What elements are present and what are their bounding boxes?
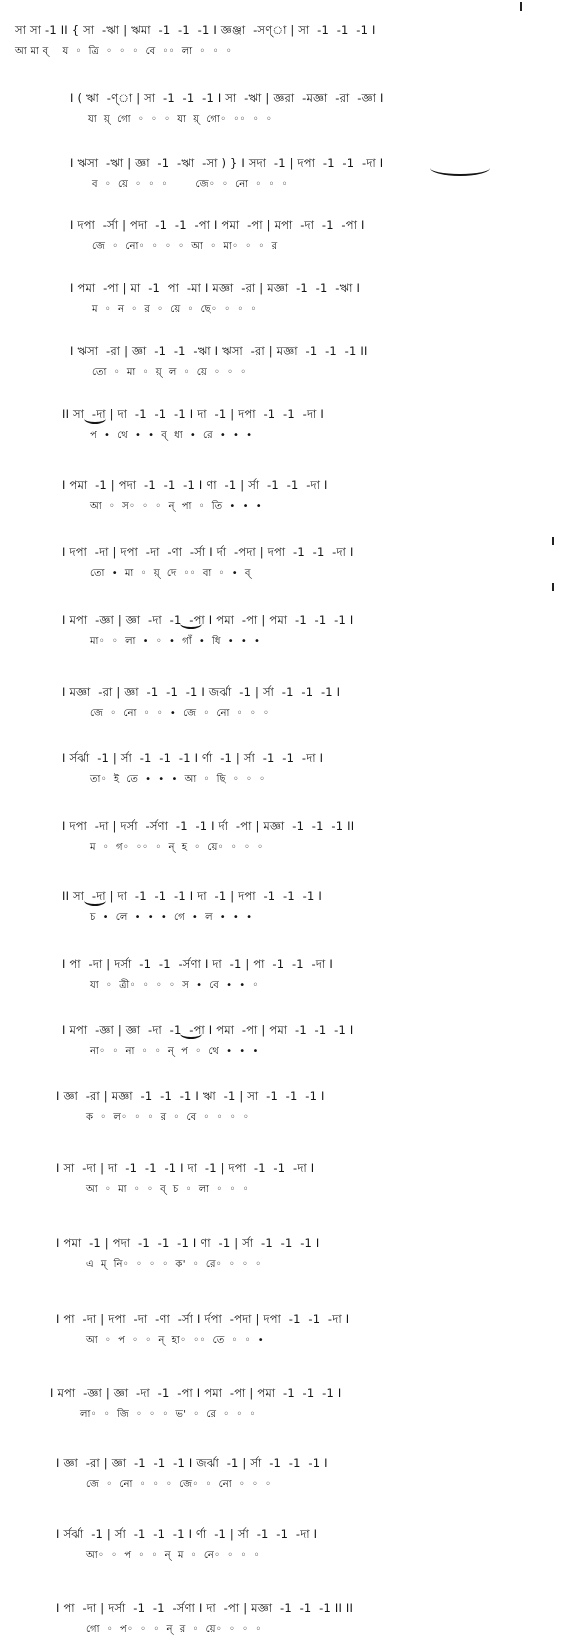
lyric-line: চ • লে • • • গে • ল • • • <box>90 912 253 923</box>
swara-line: সা সা -1 II { সা -ঋা | ঋমা -1 -1 -1 I জ্ঞঞ্জা -সণ্‌া | সা -1 -1 -1 I <box>15 23 376 37</box>
margin-tick-mark <box>552 537 554 545</box>
swara-line: I পা -দা | দর্সা -1 -1 -র্সণা I দা -পা | মজ্ঞা -1 -1 -1 II II <box>56 1601 354 1615</box>
margin-tick-mark <box>552 583 554 591</box>
lyric-line: জে ◦ নো ◦ ◦ ◦ জে◦ ◦ নো ◦ ◦ ◦ <box>86 1479 272 1490</box>
swara-line: I ( ঋা -ণ্‌া | সা -1 -1 -1 I সা -ঋা | জ্ঞরা -মজ্ঞা -রা -জ্ঞা I <box>70 91 384 105</box>
swara-line: I দপা -দা | দপা -দা -ণা -র্সা I র্দা -পদা | দপা -1 -1 -দা I <box>62 545 354 559</box>
lyric-line: যা ◦ ত্রী◦ ◦ ◦ ◦ স • বে • • ◦ <box>90 980 259 991</box>
lyric-line: আ ◦ মা ◦ ◦ ব্‌ চ ◦ লা ◦ ◦ ◦ <box>86 1184 249 1195</box>
swara-line: I জ্ঞা -রা | মজ্ঞা -1 -1 -1 I ঋা -1 | সা -1 -1 -1 I <box>56 1089 325 1103</box>
slur-mark <box>84 413 106 424</box>
swara-line: I র্সর্ঝা -1 | র্সা -1 -1 -1 I র্ণা -1 | র্সা -1 -1 -দা I <box>56 1527 318 1541</box>
lyric-line: জে ◦ নো◦ ◦ ◦ ◦ আ ◦ মা◦ ◦ ◦ র <box>92 241 278 252</box>
lyric-line: প • থে • • ব্‌ ধা • রে • • • <box>90 430 253 441</box>
lyric-line: তো ◦ মা ◦ য়্‌ ল ◦ য়ে ◦ ◦ ◦ <box>92 367 247 378</box>
swara-line: I মপা -জ্ঞা | জ্ঞা -দা -1 -পা I পমা -পা | পমা -1 -1 -1 I <box>62 613 354 627</box>
swara-line: I মজ্ঞা -রা | জ্ঞা -1 -1 -1 I জর্ঝা -1 | র্সা -1 -1 -1 I <box>62 685 341 699</box>
swara-line: I র্সর্ঝা -1 | র্সা -1 -1 -1 I র্ণা -1 | র্সা -1 -1 -দা I <box>62 751 324 765</box>
lyric-line: ম ◦ গ◦ ◦◦ ◦ ন্‌ হ ◦ য়ে◦ ◦ ◦ ◦ <box>90 842 264 853</box>
lyric-line: আ◦ ◦ প ◦ ◦ ন্‌ ম ◦ নে◦ ◦ ◦ ◦ <box>86 1550 260 1561</box>
swara-line: I ঋসা -রা | জ্ঞা -1 -1 -ঋা I ঋসা -রা | মজ্ঞা -1 -1 -1 II <box>70 344 368 358</box>
lyric-line: তা◦ ই তে • • • আ ◦ ছি ◦ ◦ ◦ <box>90 774 266 785</box>
swara-line: I পা -দা | দপা -দা -ণা -র্সা I র্দপা -পদা | দপা -1 -1 -দা I <box>56 1312 350 1326</box>
swara-line: II সা -দা | দা -1 -1 -1 I দা -1 | দপা -1 -1 -দা I <box>62 407 324 421</box>
lyric-line: লা◦ ◦ জি ◦ ◦ ◦ ভ' ◦ রে ◦ ◦ ◦ <box>80 1409 256 1420</box>
lyric-line: ব ◦ য়ে ◦ ◦ ◦ জে◦ ◦ নো ◦ ◦ ◦ <box>92 179 288 190</box>
swara-line: II সা -দা | দা -1 -1 -1 I দা -1 | দপা -1 -1 -1 I <box>62 889 322 903</box>
swara-line: I সা -দা | দা -1 -1 -1 I দা -1 | দপা -1 -1 -দা I <box>56 1161 315 1175</box>
lyric-line: মা◦ ◦ লা • ◦ • গাঁ • ধি • • • <box>90 636 261 647</box>
swara-line: I ঋসা -ঋা | জ্ঞা -1 -ঋা -সা ) } I সদা -1 | দপা -1 -1 -দা I <box>70 156 384 170</box>
lyric-line: তো • মা ◦ য়্‌ দে ◦◦ বা ◦ • ব্‌ <box>90 568 251 579</box>
swara-line: I জ্ঞা -রা | জ্ঞা -1 -1 -1 I জর্ঝা -1 | র্সা -1 -1 -1 I <box>56 1456 328 1470</box>
corner-tick-mark <box>520 2 522 11</box>
swara-line: I পমা -পা | মা -1 পা -মা I মজ্ঞা -রা | মজ্ঞা -1 -1 -ঋা I <box>70 281 361 295</box>
lyric-line: এ ম্‌ নি◦ ◦ ◦ ◦ ক' ◦ রে◦ ◦ ◦ ◦ <box>86 1259 262 1270</box>
swara-line: I পমা -1 | পদা -1 -1 -1 I ণা -1 | র্সা -1 -1 -দা I <box>62 478 328 492</box>
swara-line: I পমা -1 | পদা -1 -1 -1 I ণা -1 | র্সা -1 -1 -1 I <box>56 1236 320 1250</box>
slur-mark <box>84 895 106 906</box>
lyric-line: ম ◦ ন ◦ র ◦ য়ে ◦ ছে◦ ◦ ◦ ◦ <box>92 304 257 315</box>
slur-mark <box>180 618 202 629</box>
swara-line: I মপা -জ্ঞা | জ্ঞা -দা -1 -পা I পমা -পা | পমা -1 -1 -1 I <box>62 1023 354 1037</box>
swara-line: I মপা -জ্ঞা | জ্ঞা -দা -1 -পা I পমা -পা | পমা -1 -1 -1 I <box>50 1386 342 1400</box>
lyric-line: আ ◦ প ◦ ◦ ন্‌ হা◦ ◦◦ তে ◦ ◦ • <box>86 1335 264 1346</box>
lyric-line: যা য়্‌ গো ◦ ◦ ◦ যা য়্‌ গো◦ ◦◦ ◦ ◦ <box>88 114 273 125</box>
slur-mark <box>180 1028 202 1039</box>
lyric-line: আ মা ব্‌ য ◦ ত্রি ◦ ◦ ◦ বে ◦◦ লা ◦ ◦ ◦ <box>15 46 232 57</box>
lyric-line: গো ◦ প◦ ◦ ◦ ন্‌ র ◦ য়ে◦ ◦ ◦ ◦ <box>86 1624 262 1635</box>
swara-line: I দপা -র্সা | পদা -1 -1 -পা I পমা -পা | মপা -দা -1 -পা I <box>70 218 365 232</box>
lyric-line: জে ◦ নো ◦ ◦ • জে ◦ নো ◦ ◦ ◦ <box>90 708 270 719</box>
slur-mark <box>430 160 490 176</box>
lyric-line: ক ◦ ল◦ ◦ ◦ র ◦ বে ◦ ◦ ◦ ◦ <box>86 1112 250 1123</box>
swara-line: I দপা -দা | দর্সা -র্সণা -1 -1 I র্দা -পা | মজ্ঞা -1 -1 -1 II <box>62 819 355 833</box>
lyric-line: না◦ ◦ না ◦ ◦ ন্‌ প ◦ থে • • • <box>90 1046 259 1057</box>
lyric-line: আ ◦ স◦ ◦ ◦ ন্‌ পা ◦ তি • • • <box>90 501 262 512</box>
swara-line: I পা -দা | দর্সা -1 -1 -র্সণা I দা -1 | পা -1 -1 -দা I <box>62 957 333 971</box>
